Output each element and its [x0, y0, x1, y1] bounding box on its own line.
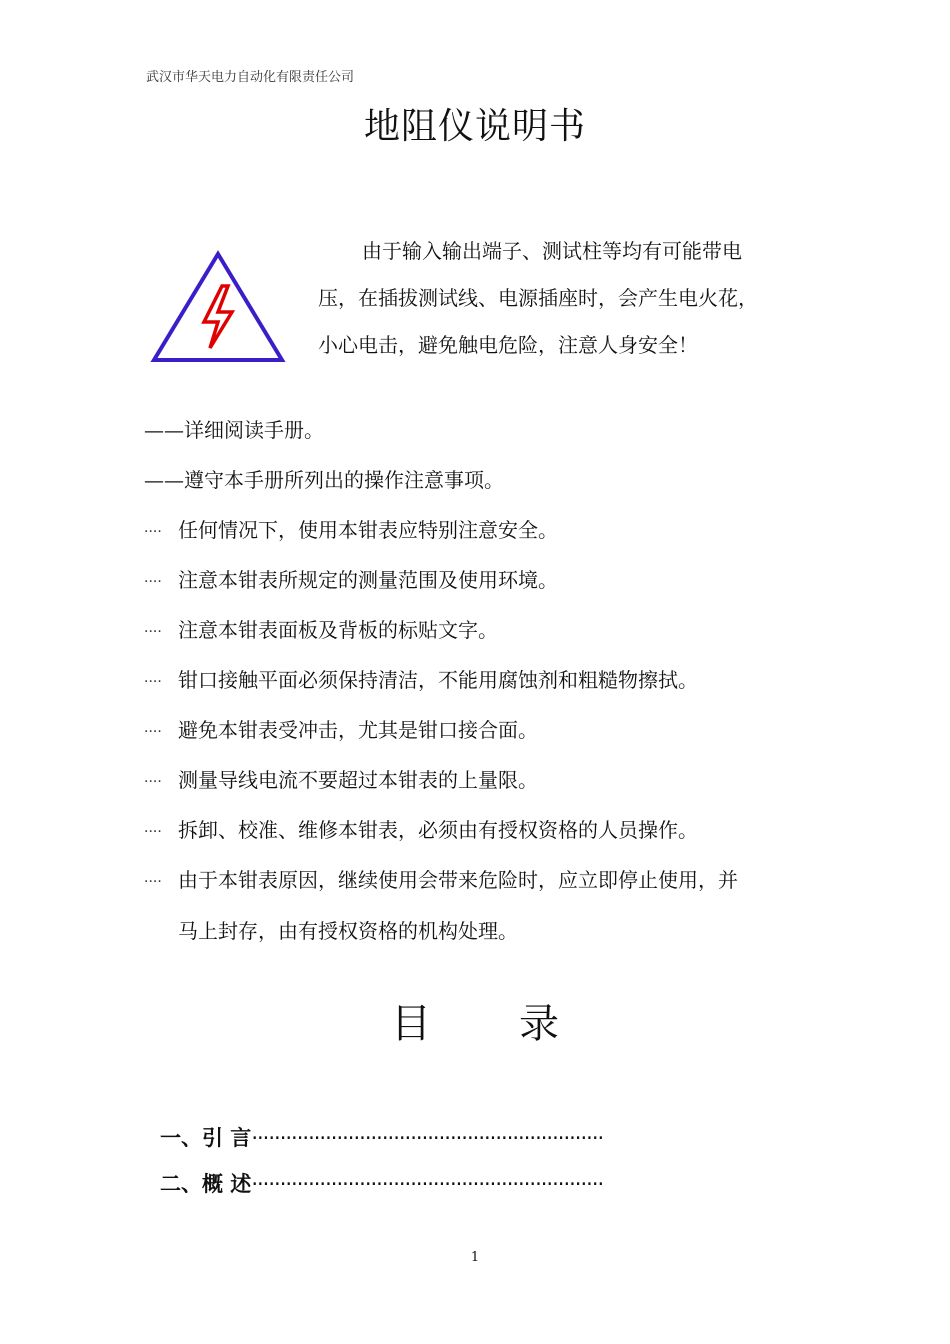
company-header: 武汉市华天电力自动化有限责任公司	[146, 70, 355, 85]
list-item: ···· 避免本钳表受冲击，尤其是钳口接合面。	[144, 718, 538, 742]
rule-item: ——详细阅读手册。	[144, 418, 324, 442]
bullet-mark: ····	[144, 723, 162, 740]
toc-entry[interactable]	[160, 1122, 603, 1152]
list-item: ···· 任何情况下，使用本钳表应特别注意安全。	[144, 518, 558, 542]
list-item: ···· 由于本钳表原因，继续使用会带来危险时，应立即停止使用，并 马上封存，由有授权资格的机构处理。	[144, 868, 738, 943]
lightning-bolt-icon	[204, 286, 232, 348]
warning-line-1: 由于输入输出端子、测试柱等均有可能带电	[362, 239, 742, 263]
warning-line-2: 压，在插拔测试线、电源插座时，会产生电火花，	[318, 286, 758, 310]
toc-leader-dots: ······························································	[251, 1126, 604, 1150]
list-item: ···· 注意本钳表面板及背板的标贴文字。	[144, 618, 498, 642]
toc-entry-label: 二、概 述	[160, 1172, 252, 1196]
toc-leader-dots: ······························································	[251, 1172, 604, 1196]
bullet-mark: ····	[144, 573, 162, 590]
list-item: ···· 测量导线电流不要超过本钳表的上量限。	[144, 768, 538, 792]
list-item-continuation: 马上封存，由有授权资格的机构处理。	[178, 919, 518, 943]
bullet-mark: ····	[144, 523, 162, 540]
document-title: 地阻仪说明书	[363, 106, 586, 147]
bullet-mark: ····	[144, 623, 162, 640]
list-item: ···· 拆卸、校准、维修本钳表，必须由有授权资格的人员操作。	[144, 818, 698, 842]
bullet-mark: ····	[144, 823, 162, 840]
bullet-mark: ····	[144, 873, 162, 890]
list-item: ···· 注意本钳表所规定的测量范围及使用环境。	[144, 568, 558, 592]
bullet-mark: ····	[144, 773, 162, 790]
toc-heading: 目 录	[391, 1001, 559, 1047]
warning-paragraph	[318, 228, 818, 369]
warning-triangle-icon	[154, 254, 282, 360]
warning-line-3: 小心电击，避免触电危险，注意人身安全！	[318, 333, 698, 357]
bullet-mark: ····	[144, 673, 162, 690]
page-number: 1	[470, 1250, 480, 1265]
toc-entry-label: 一、引 言	[160, 1126, 252, 1150]
toc-entry[interactable]	[160, 1168, 603, 1198]
rule-item: ——遵守本手册所列出的操作注意事项。	[144, 468, 504, 492]
list-item: ···· 钳口接触平面必须保持清洁，不能用腐蚀剂和粗糙物擦拭。	[144, 668, 698, 692]
high-voltage-warning-icon	[148, 248, 288, 366]
